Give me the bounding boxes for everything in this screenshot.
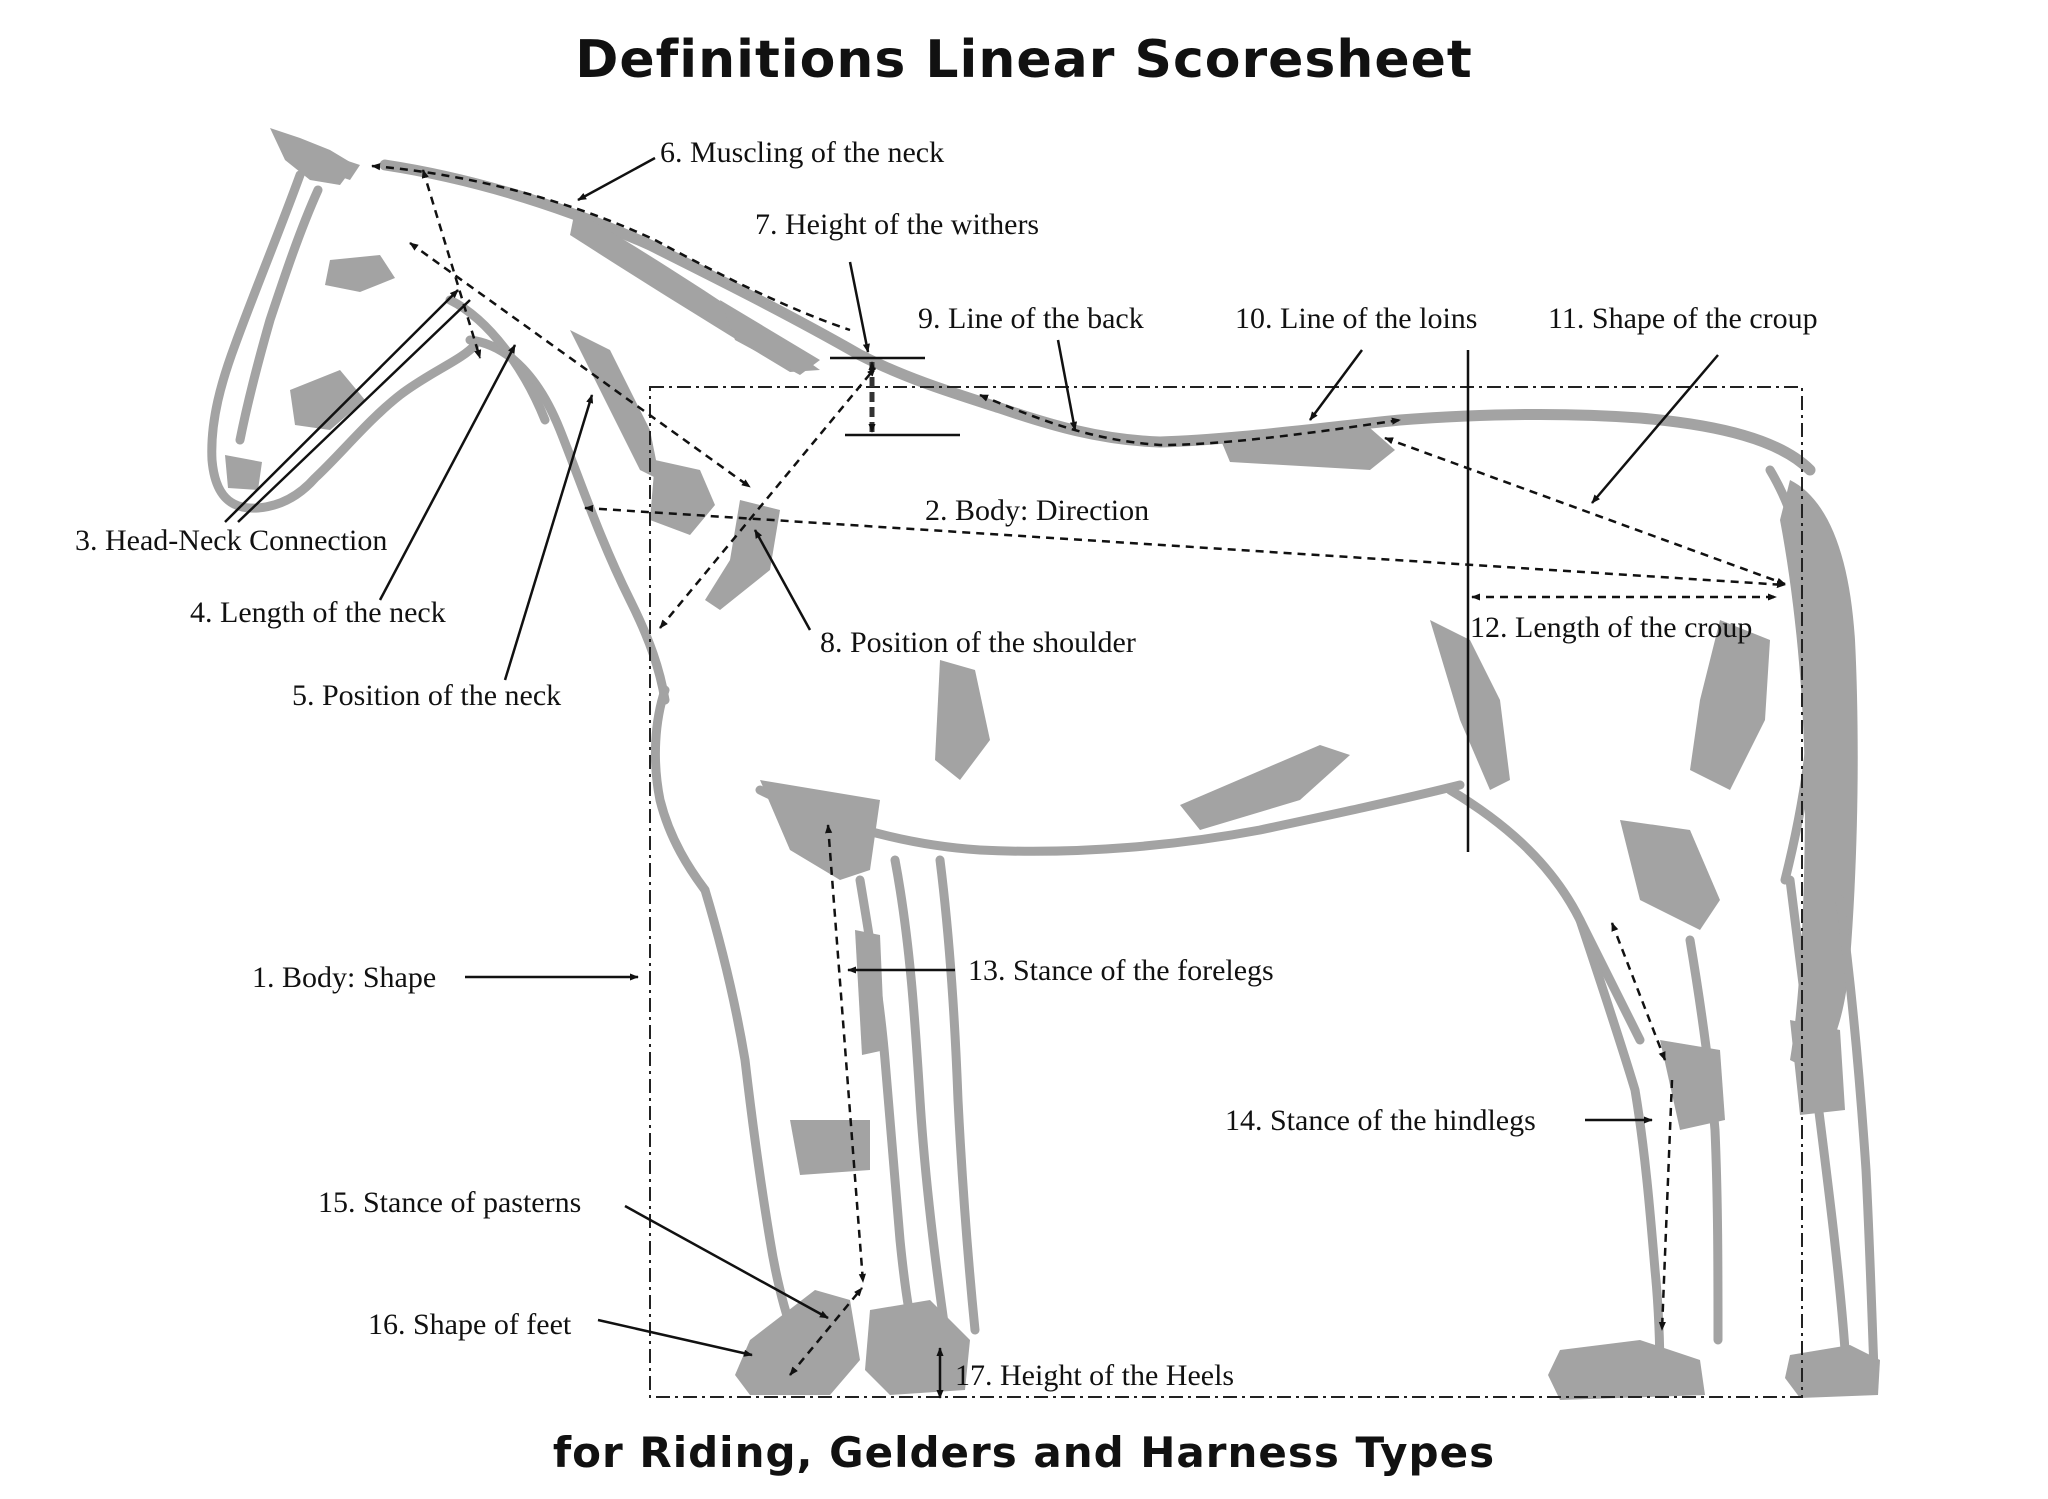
horse-far-hind-hoof	[1785, 1345, 1880, 1398]
horse-foreleg-front	[705, 890, 800, 1350]
horse-far-foreleg-back	[940, 860, 975, 1330]
horse-neck-inner	[450, 300, 545, 420]
label-height-withers: 7. Height of the withers	[755, 208, 1040, 241]
label-pasterns: 15. Stance of pasterns	[318, 1186, 582, 1219]
label-head-neck: 3. Head-Neck Connection	[75, 524, 388, 557]
label-muscling-neck: 6. Muscling of the neck	[660, 136, 945, 169]
horse-eye-patch	[325, 255, 395, 292]
l6-leader	[578, 158, 655, 200]
horse-buttock-shade	[1690, 620, 1770, 790]
horse-neck-muscle	[570, 330, 660, 480]
horse-front-hoof	[735, 1290, 860, 1395]
head-neck-arrow	[423, 170, 480, 358]
horse-hock-shade	[1660, 1040, 1725, 1130]
l8-leader	[755, 530, 810, 630]
label-length-croup: 12. Length of the croup	[1470, 611, 1753, 644]
label-shape-croup: 11. Shape of the croup	[1548, 302, 1818, 335]
horse-hindleg-front	[1580, 920, 1660, 1380]
l16-leader	[598, 1320, 752, 1355]
horse-throat-line	[470, 340, 665, 700]
label-line-back: 9. Line of the back	[918, 302, 1144, 335]
hindleg-stance-arrow-2	[1662, 1080, 1672, 1330]
horse-hind-hoof	[1548, 1340, 1705, 1400]
horse-head-outline	[212, 175, 475, 508]
label-hindlegs: 14. Stance of the hindlegs	[1225, 1104, 1536, 1137]
l7-leader	[850, 262, 868, 352]
page-title: Definitions Linear Scoresheet	[575, 30, 1473, 90]
horse-forearm-shade	[760, 780, 880, 880]
label-body-shape: 1. Body: Shape	[252, 961, 437, 994]
horse-far-hock-shade	[1790, 1020, 1845, 1115]
label-feet: 16. Shape of feet	[368, 1308, 572, 1341]
l9-leader	[1058, 340, 1075, 430]
l3-leader	[225, 290, 458, 522]
l5-leader	[505, 395, 592, 680]
label-line-loins: 10. Line of the loins	[1235, 302, 1478, 335]
horse-cannon-shade	[855, 930, 885, 1055]
horse-muzzle-patch	[225, 455, 262, 490]
horse-chest	[655, 690, 705, 890]
label-position-neck: 5. Position of the neck	[292, 679, 562, 712]
horse-thigh-shade	[1620, 820, 1720, 930]
label-length-neck: 4. Length of the neck	[190, 596, 446, 629]
l10-leader	[1310, 350, 1362, 420]
horse-hindleg-back	[1690, 940, 1718, 1340]
label-heels: 17. Height of the Heels	[955, 1359, 1235, 1392]
label-position-shoulder: 8. Position of the shoulder	[820, 626, 1136, 659]
body-shape-box	[650, 387, 1802, 1397]
l4-leader	[380, 345, 515, 600]
l3-leader-2	[238, 300, 470, 522]
label-forelegs: 13. Stance of the forelegs	[968, 954, 1274, 987]
horse-girth-shade	[935, 660, 990, 780]
horse-shoulder-patch	[650, 460, 715, 535]
horse-flank-shade	[1430, 620, 1510, 790]
label-body-direction: 2. Body: Direction	[925, 494, 1150, 527]
horse-knee-shade	[790, 1120, 870, 1175]
l15-leader	[625, 1206, 828, 1318]
neck-length-arrow	[410, 243, 750, 487]
page-subtitle: for Riding, Gelders and Harness Types	[552, 1428, 1496, 1477]
